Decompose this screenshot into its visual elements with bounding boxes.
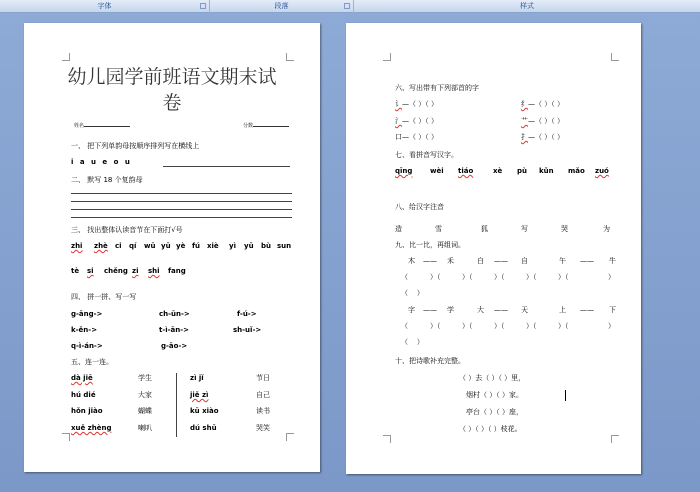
name-label: 姓名 (74, 123, 85, 129)
dash: —— (580, 306, 594, 314)
ribbon-group-styles[interactable] (354, 0, 700, 13)
pinyin-item: ch-ūn-> (159, 310, 190, 318)
paren: ）（ (430, 273, 441, 281)
char: 写 (521, 225, 528, 233)
paren-pair (401, 338, 424, 347)
question-6: 六、写出带有下列部首的字 (395, 84, 479, 92)
paren: ）（ (494, 273, 505, 281)
char: 雪 (435, 225, 442, 233)
name-field (74, 121, 130, 131)
syllable: xiè (207, 242, 219, 250)
question-1: 一、 把下列单韵母按顺序排列写在横线上 (71, 142, 200, 150)
syllable: chěng (104, 267, 128, 275)
dialog-launcher-icon[interactable] (200, 3, 206, 9)
match-word: 节日 (256, 374, 270, 382)
pinyin-word: pù (517, 167, 527, 175)
paren: ）（ (526, 273, 537, 281)
radical: 讠 (395, 100, 402, 108)
radical-blanks: —（ ）（ ） (528, 133, 564, 141)
answer-line (71, 201, 292, 202)
dash: —— (423, 257, 437, 265)
ribbon-group-paragraph[interactable] (210, 0, 354, 13)
ribbon-group-font-label: 字体 (97, 2, 112, 10)
dash: —— (580, 257, 594, 265)
crop-mark (286, 433, 294, 441)
pinyin-item: t-ì-ān-> (159, 326, 190, 334)
char: 造 (395, 225, 402, 233)
ribbon-group-labels (0, 0, 700, 13)
paren: ） (416, 289, 424, 297)
q1-letters: i a u e o u (71, 158, 130, 166)
radical-row (521, 117, 564, 126)
radical: 氵 (395, 117, 402, 125)
crop-mark (383, 435, 391, 443)
paren: ）（ (462, 322, 473, 330)
radical-row (395, 133, 438, 142)
paren: ）（ (462, 273, 473, 281)
poem-line: （ ）去（ ）（ ）里， (459, 374, 526, 382)
question-7: 七、看拼音写汉字。 (395, 151, 458, 159)
match-word: 自己 (256, 391, 270, 399)
match-word: 学生 (138, 374, 152, 382)
poem-line: 亭台（ ）（ ）座， (466, 408, 523, 416)
compare-char: 木 (408, 257, 415, 265)
answer-line (71, 209, 292, 210)
ribbon-group-styles-label: 样式 (520, 2, 534, 10)
radical-blanks: —（ ）（ ） (528, 117, 564, 125)
question-2: 二、 默写 18 个复韵母 (71, 176, 143, 184)
question-3: 三、 找出整体认读音节在下面打√号 (71, 226, 183, 234)
crop-mark (611, 53, 619, 61)
syllable: zhè (94, 242, 108, 250)
compare-char: 大 (477, 306, 484, 314)
match-pinyin: hǒn jiào (71, 407, 103, 415)
match-word: 哭笑 (256, 424, 270, 432)
syllable: wū (144, 242, 156, 250)
ribbon-group-paragraph-label: 段落 (274, 2, 289, 10)
compare-char: 白 (477, 257, 484, 265)
match-pinyin: hú dié (71, 391, 96, 399)
paren: ）（ (558, 273, 569, 281)
score-field (243, 121, 289, 131)
dialog-launcher-icon[interactable] (344, 3, 350, 9)
compare-char: 天 (521, 306, 528, 314)
pinyin-item: f-ú-> (237, 310, 257, 318)
radical: 纟 (521, 100, 528, 108)
paren: （ (401, 289, 408, 297)
syllable: tè (71, 267, 80, 275)
compare-char: 自 (521, 257, 528, 265)
pinyin-word: qīng (395, 167, 413, 175)
syllable: zi (132, 267, 139, 275)
radical-blanks: —（ ）（ ） (528, 100, 564, 108)
pinyin-item: q-ì-án-> (71, 342, 103, 350)
score-blank (253, 121, 289, 127)
syllable: si (87, 267, 94, 275)
pinyin-item: sh-uǐ-> (233, 326, 262, 334)
dash: —— (494, 306, 508, 314)
pinyin-item: k-ěn-> (71, 326, 98, 334)
syllable: bù (261, 242, 271, 250)
match-pinyin: dú shū (190, 424, 217, 432)
char: 哭 (561, 225, 568, 233)
answer-line (71, 217, 292, 218)
radical-blanks: —（ ）（ ） (402, 133, 438, 141)
radical-row (521, 100, 564, 109)
paren: ） (608, 322, 615, 330)
crop-mark (611, 435, 619, 443)
match-word: 喇叭 (138, 424, 152, 432)
text-cursor (565, 390, 566, 401)
score-label: 分数 (243, 123, 254, 129)
syllable: yì (229, 242, 236, 250)
match-pinyin: dà jiē (71, 374, 93, 382)
syllable: yū (161, 242, 171, 250)
paren: ） (608, 273, 615, 281)
syllable: yū (244, 242, 254, 250)
poem-line: 烟村（ ）（ ）家。 (466, 391, 523, 399)
question-8: 八、给汉字注音 (395, 203, 444, 211)
question-10: 十、把诗歌补充完整。 (395, 357, 465, 365)
match-pinyin: jiě zì (190, 391, 209, 399)
pinyin-word: xè (493, 167, 503, 175)
divider (176, 373, 177, 437)
crop-mark (286, 53, 294, 61)
syllable: yè (176, 242, 186, 250)
radical: 扌 (521, 133, 528, 141)
paren: ）（ (558, 322, 569, 330)
radical: 口 (395, 133, 402, 141)
poem-line: （ ）（ ）（ ）枝花。 (459, 425, 522, 433)
pinyin-word: wèi (430, 167, 444, 175)
match-pinyin: zì jǐ (190, 374, 204, 382)
paren: ）（ (526, 322, 537, 330)
question-5: 五、连一连。 (71, 358, 113, 366)
char: 为 (603, 225, 610, 233)
question-9: 九、比一比，再组词。 (395, 241, 465, 249)
pinyin-word: zuó (595, 167, 609, 175)
compare-char: 下 (609, 306, 616, 314)
syllable: ci (115, 242, 122, 250)
match-word: 蝴蝶 (138, 407, 152, 415)
page-title-cont: 卷 (162, 92, 182, 114)
dash: —— (494, 257, 508, 265)
radical-blanks: —（ ）（ ） (402, 117, 438, 125)
compare-char: 字 (408, 306, 415, 314)
compare-char: 禾 (447, 257, 454, 265)
match-word: 大家 (138, 391, 152, 399)
paren-pair (401, 289, 424, 298)
name-blank (84, 121, 130, 127)
crop-mark (383, 53, 391, 61)
syllable: fang (168, 267, 186, 275)
match-word: 读书 (256, 407, 270, 415)
answer-line (163, 166, 290, 167)
document-page-1[interactable] (24, 23, 320, 472)
paren: （ (401, 273, 408, 281)
syllable: shi (148, 267, 160, 275)
pinyin-word: tiáo (458, 167, 474, 175)
paren: （ (401, 338, 408, 346)
radical-row (521, 133, 564, 142)
pinyin-item: g-āng-> (71, 310, 103, 318)
syllable: qí (129, 242, 137, 250)
ribbon-group-font[interactable] (0, 0, 210, 13)
paren: ） (416, 338, 424, 346)
match-pinyin: kū xiào (190, 407, 219, 415)
syllable: sun (277, 242, 292, 250)
pinyin-item: g-āo-> (161, 342, 188, 350)
syllable: fú (192, 242, 201, 250)
radical: 艹 (521, 117, 528, 125)
paren: ）（ (430, 322, 441, 330)
compare-char: 上 (559, 306, 566, 314)
dash: —— (423, 306, 437, 314)
page-title: 幼儿园学前班语文期末试 (67, 66, 277, 88)
answer-line (71, 193, 292, 194)
char: 狐 (481, 225, 488, 233)
document-page-2[interactable] (346, 23, 641, 474)
syllable: zhi (71, 242, 83, 250)
paren: （ (401, 322, 408, 330)
compare-char: 学 (447, 306, 454, 314)
pinyin-word: mǎo (568, 167, 585, 175)
radical-row (395, 100, 438, 109)
crop-mark (62, 53, 70, 61)
crop-mark (62, 433, 70, 441)
radical-row (395, 117, 438, 126)
radical-blanks: —（ ）（ ） (402, 100, 438, 108)
paren: ）（ (494, 322, 505, 330)
question-4: 四、 拼一拼、写一写 (71, 293, 137, 301)
compare-char: 午 (559, 257, 566, 265)
match-pinyin: xuě zhèng (71, 424, 112, 432)
pinyin-word: kǔn (539, 167, 554, 175)
compare-char: 牛 (609, 257, 616, 265)
